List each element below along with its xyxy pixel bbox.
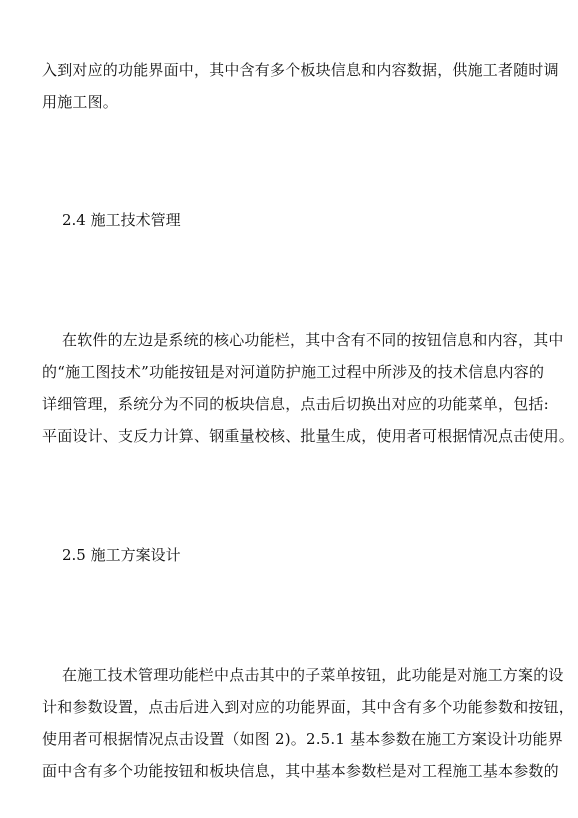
paragraph-3-line-3: 使用者可根据情况点击设置（如图 2)。2.5.1 基本参数在施工方案设计功能界 xyxy=(42,730,563,748)
paragraph-3-line-2: 计和参数设置，点击后进入到对应的功能界面，其中含有多个功能参数和按钮， xyxy=(42,698,575,716)
paragraph-2-line-4: 平面设计、支反力计算、钢重量校核、批量生成，使用者可根据情况点击使用。 xyxy=(42,427,575,445)
paragraph-2-line-3: 详细管理，系统分为不同的板块信息，点击后切换出对应的功能菜单，包括: xyxy=(42,395,549,413)
section-heading-2-4: 2.4 施工技术管理 xyxy=(62,211,181,229)
section-heading-2-5: 2.5 施工方案设计 xyxy=(62,546,181,564)
paragraph-1-line-1: 入到对应的功能界面中，其中含有多个板块信息和内容数据，供施工者随时调 xyxy=(42,61,559,79)
paragraph-1-line-2: 用施工图。 xyxy=(42,93,119,111)
paragraph-3-line-1: 在施工技术管理功能栏中点击其中的子菜单按钮，此功能是对施工方案的设 xyxy=(62,666,564,684)
paragraph-3-line-4: 面中含有多个功能按钮和板块信息，其中基本参数栏是对工程施工基本参数的 xyxy=(42,762,559,780)
paragraph-2-line-2: 的“施工图技术”功能按钮是对河道防护施工过程中所涉及的技术信息内容的 xyxy=(42,363,545,381)
paragraph-2-line-1: 在软件的左边是系统的核心功能栏，其中含有不同的按钮信息和内容，其中 xyxy=(62,331,564,349)
